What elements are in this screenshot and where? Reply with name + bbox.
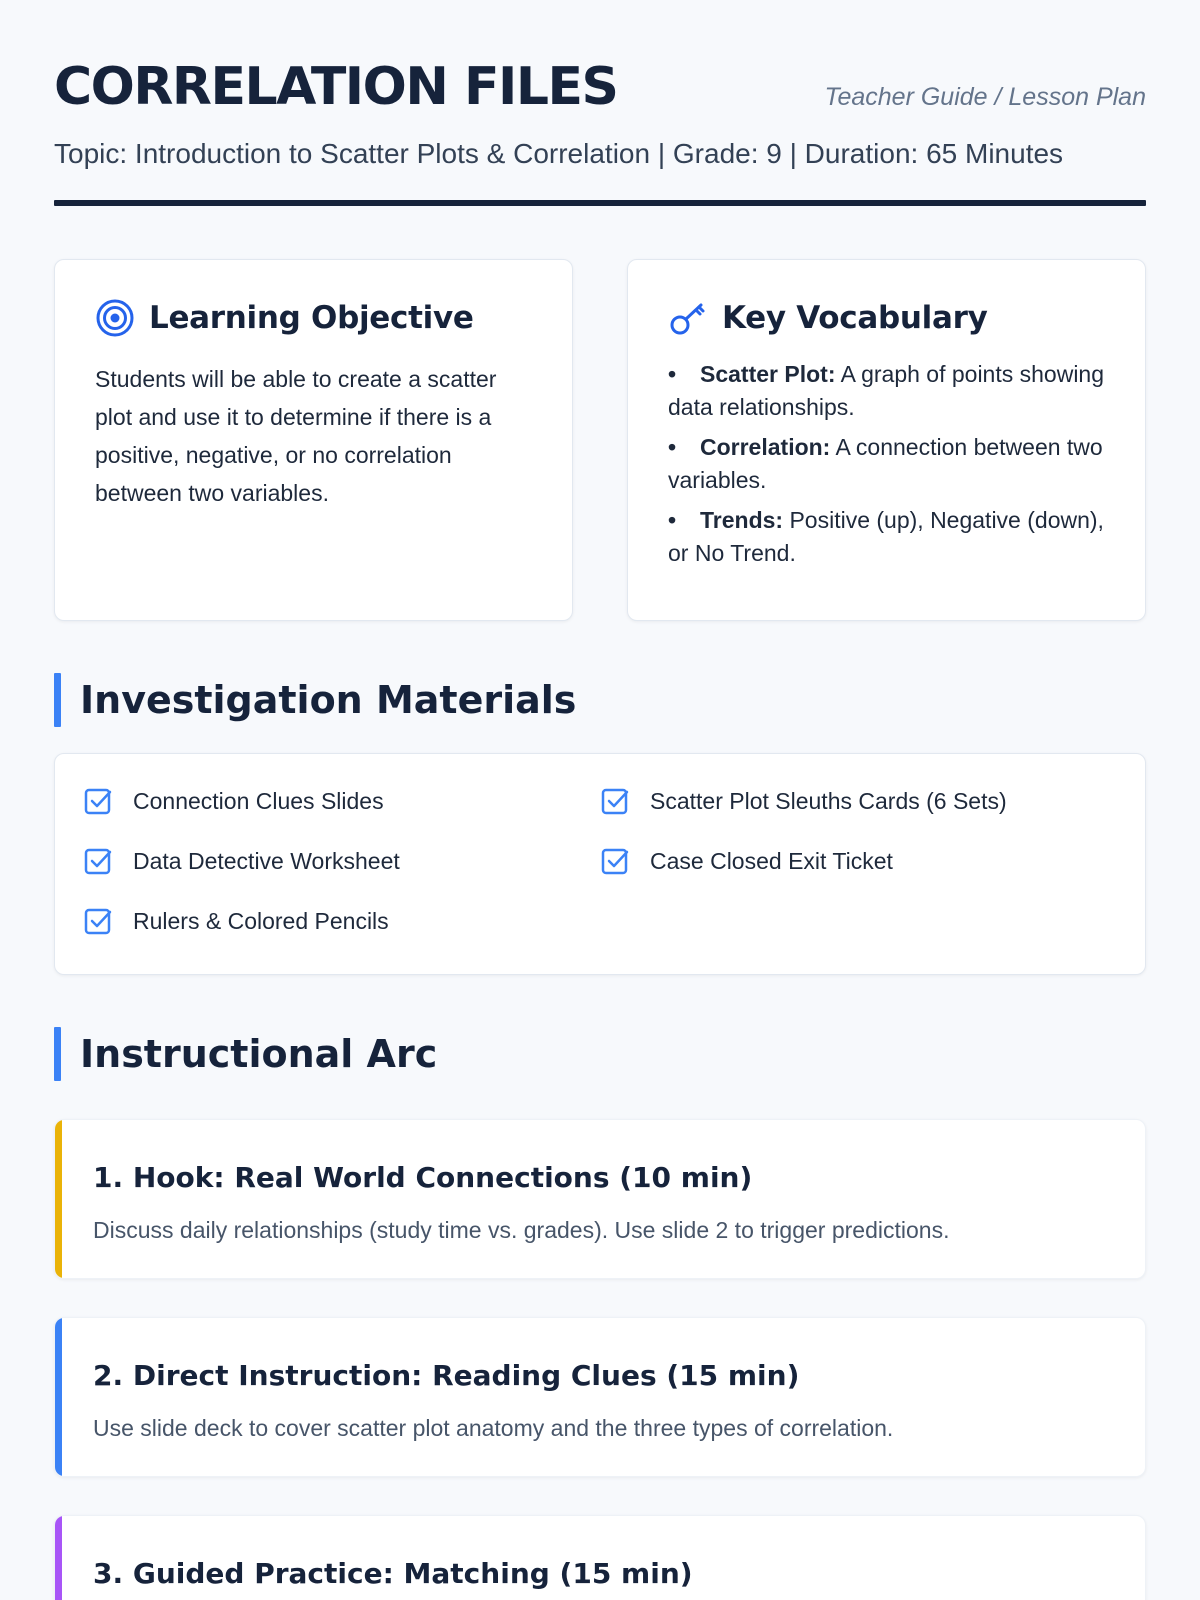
step-accent-bar xyxy=(55,1120,62,1278)
vocabulary-item: • Scatter Plot: A graph of points showing data relationships. xyxy=(668,361,1105,420)
material-label: Case Closed Exit Ticket xyxy=(650,848,893,874)
key-vocabulary-title: Key Vocabulary xyxy=(722,300,988,336)
arc-step-direct-instruction xyxy=(54,1317,1146,1477)
step-description: Use slide deck to cover scatter plot anatomy and the three types of correlation. xyxy=(93,1415,894,1441)
step-title: 1. Hook: Real World Connections (10 min) xyxy=(93,1161,753,1194)
learning-objective-card xyxy=(54,259,573,621)
target-icon xyxy=(95,298,135,338)
checkbox-checked-icon xyxy=(600,846,630,876)
vocabulary-term: Scatter Plot: xyxy=(700,361,836,387)
materials-card xyxy=(54,753,1146,975)
checkbox-checked-icon xyxy=(83,786,113,816)
lesson-subtitle: Topic: Introduction to Scatter Plots & Correlation | Grade: 9 | Duration: 65 Minutes xyxy=(54,138,1064,169)
vocabulary-definition: A graph of points showing data relationships. xyxy=(668,361,1105,420)
step-description: Discuss daily relationships (study time vs. grades). Use slide 2 to trigger predictions. xyxy=(93,1217,950,1243)
step-title: 3. Guided Practice: Matching (15 min) xyxy=(93,1557,693,1590)
checkbox-checked-icon xyxy=(83,846,113,876)
header-divider xyxy=(54,200,1146,206)
instructional-arc-heading: Instructional Arc xyxy=(54,1027,1146,1081)
learning-objective-text: Students will be able to create a scatter plot and use it to determine if there is a positive, negative, or no correlation between two variables. xyxy=(95,366,497,506)
material-label: Connection Clues Slides xyxy=(133,788,384,814)
material-item xyxy=(83,784,600,844)
header xyxy=(54,0,1146,118)
material-label: Data Detective Worksheet xyxy=(133,848,400,874)
checkbox-checked-icon xyxy=(83,906,113,936)
material-item xyxy=(600,784,1117,844)
learning-objective-header xyxy=(95,298,532,338)
arc-step-hook xyxy=(54,1119,1146,1279)
step-title: 2. Direct Instruction: Reading Clues (15 min) xyxy=(93,1359,800,1392)
vocabulary-item: • Correlation: A connection between two variables. xyxy=(668,434,1103,493)
material-label: Rulers & Colored Pencils xyxy=(133,908,389,934)
arc-step-guided-practice xyxy=(54,1515,1146,1600)
step-accent-bar xyxy=(55,1318,62,1476)
material-label: Scatter Plot Sleuths Cards (6 Sets) xyxy=(650,788,1007,814)
vocabulary-definition: A connection between two variables. xyxy=(668,434,1103,493)
key-icon xyxy=(668,298,708,338)
vocabulary-list xyxy=(668,358,1105,570)
key-vocabulary-card xyxy=(627,259,1146,621)
vocabulary-term: Trends: xyxy=(700,507,784,533)
material-item xyxy=(600,844,1117,904)
vocabulary-item: • Trends: Positive (up), Negative (down), or No Trend. xyxy=(668,507,1104,566)
vocabulary-term: Correlation: xyxy=(700,434,831,460)
material-item xyxy=(83,844,600,904)
vocabulary-definition: Positive (up), Negative (down), or No Trend. xyxy=(668,507,1104,566)
overview-cards xyxy=(54,259,1146,621)
key-vocabulary-header xyxy=(668,298,1105,338)
document-type-label: Teacher Guide / Lesson Plan xyxy=(824,83,1146,111)
step-accent-bar xyxy=(55,1516,62,1600)
checkbox-checked-icon xyxy=(600,786,630,816)
page-title: CORRELATION FILES xyxy=(54,57,618,117)
materials-heading: Investigation Materials xyxy=(54,673,1146,727)
material-item xyxy=(83,904,600,964)
learning-objective-title: Learning Objective xyxy=(149,300,474,336)
